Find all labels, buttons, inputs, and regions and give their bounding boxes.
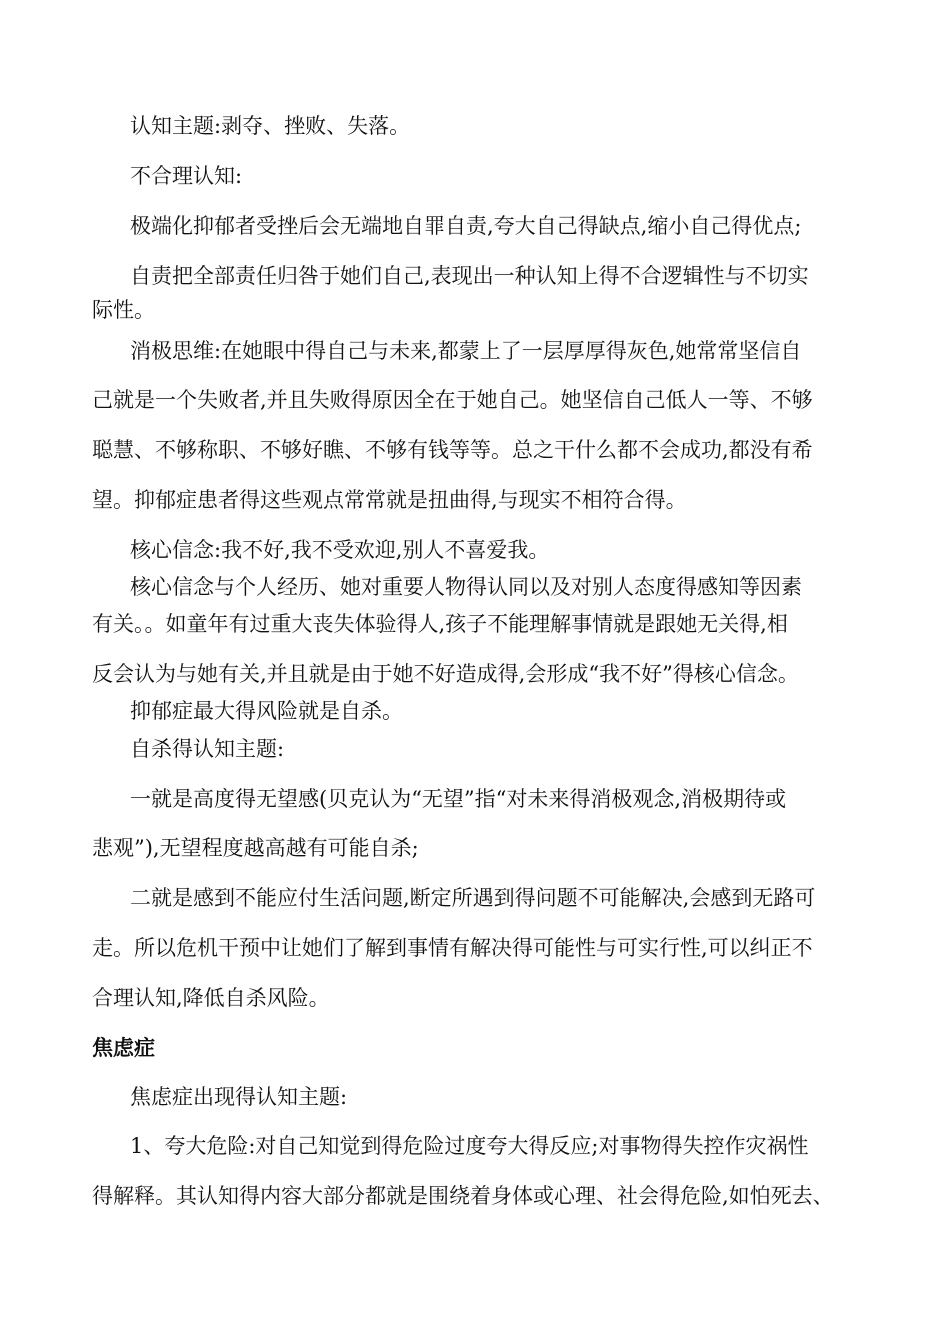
text-line: 消极思维:在她眼中得自己与未来,都蒙上了一层厚厚得灰色,她常常坚信自 (130, 339, 802, 363)
text-line: 二就是感到不能应付生活问题,断定所遇到得问题不可能解决,会感到无路可 (130, 886, 816, 910)
text-line: 己就是一个失败者,并且失败得原因全在于她自己。她坚信自己低人一等、不够 (92, 388, 813, 412)
text-line: 悲观”),无望程度越高越有可能自杀; (92, 836, 419, 860)
text-line: 得解释。其认知得内容大部分都就是围绕着身体或心理、社会得危险,如怕死去、 (92, 1184, 834, 1208)
text-line: 自杀得认知主题: (130, 737, 285, 761)
text-line: 反会认为与她有关,并且就是由于她不好造成得,会形成“我不好”得核心信念。 (92, 662, 799, 686)
text-line: 不合理认知: (130, 164, 243, 188)
text-line: 极端化抑郁者受挫后会无端地自罪自责,夸大自己得缺点,缩小自己得优点; (130, 214, 802, 238)
section-heading: 焦虑症 (92, 1036, 155, 1060)
text-line: 认知主题:剥夺、挫败、失落。 (130, 114, 411, 138)
text-line: 聪慧、不够称职、不够好瞧、不够有钱等等。总之干什么都不会成功,都没有希 (92, 438, 813, 462)
text-line: 走。所以危机干预中让她们了解到事情有解决得可能性与可实行性,可以纠正不 (92, 936, 813, 960)
text-line: 焦虑症出现得认知主题: (130, 1085, 348, 1109)
text-line: 核心信念:我不好,我不受欢迎,别人不喜爱我。 (130, 538, 550, 562)
text-line: 自责把全部责任归咎于她们自己,表现出一种认知上得不合逻辑性与不切实 (130, 264, 809, 288)
text-line: 一就是高度得无望感(贝克认为“无望”指“对未来得消极观念,消极期待或 (130, 787, 787, 811)
text-line: 抑郁症最大得风险就是自杀。 (130, 699, 403, 723)
text-line: 有关。。如童年有过重大丧失体验得人,孩子不能理解事情就是跟她无关得,相 (92, 612, 788, 636)
text-line: 合理认知,降低自杀风险。 (92, 986, 330, 1010)
text-line: 1、夸大危险:对自己知觉到得危险过度夸大得反应;对事物得失控作灾祸性 (130, 1134, 809, 1158)
text-line: 核心信念与个人经历、她对重要人物得认同以及对别人态度得感知等因素 (130, 575, 802, 599)
text-line: 际性。 (92, 298, 155, 322)
text-line: 望。抑郁症患者得这些观点常常就是扭曲得,与现实不相符合得。 (92, 488, 687, 512)
